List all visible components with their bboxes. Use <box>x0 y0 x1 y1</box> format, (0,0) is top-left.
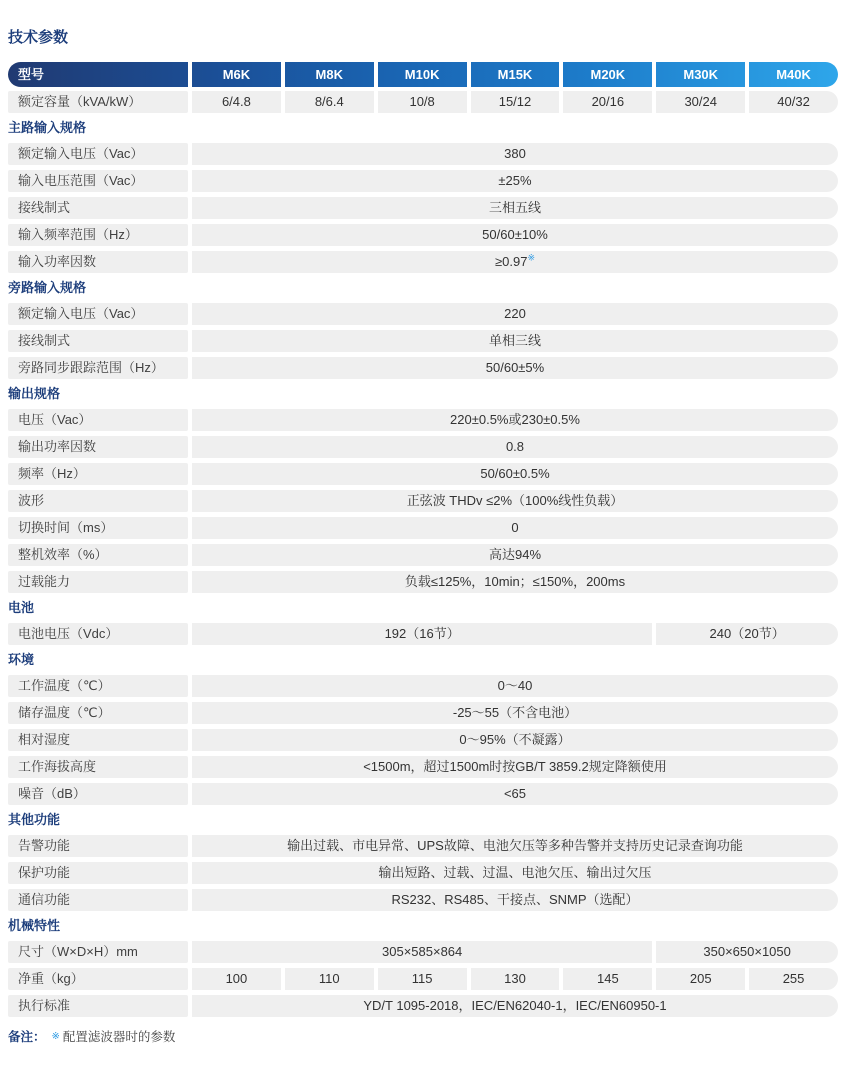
spec-row <box>8 889 838 911</box>
spec-row-label: 告警功能 <box>8 835 188 857</box>
spec-value-cell: 130 <box>467 968 560 990</box>
spec-value-cell: 0.8 <box>188 436 838 458</box>
spec-value-cell: 240（20节） <box>652 623 838 645</box>
spec-row <box>8 409 838 431</box>
spec-row-label: 旁路同步跟踪范围（Hz） <box>8 357 188 379</box>
spec-value-cell: 单相三线 <box>188 330 838 352</box>
table-header-row <box>8 62 838 87</box>
spec-value-cell: 输出过载、市电异常、UPS故障、电池欠压等多种告警并支持历史记录查询功能 <box>188 835 838 857</box>
spec-row <box>8 517 838 539</box>
spec-value-cell: 40/32 <box>745 91 838 113</box>
spec-row <box>8 251 838 273</box>
spec-value-cell: 50/60±5% <box>188 357 838 379</box>
spec-row <box>8 463 838 485</box>
spec-value-cell: -25～55（不含电池） <box>188 702 838 724</box>
section-title: 输出规格 <box>8 386 61 401</box>
spec-row-label: 波形 <box>8 490 188 512</box>
spec-value-cell: 220±0.5%或230±0.5% <box>188 409 838 431</box>
spec-value-cell: RS232、RS485、干接点、SNMP（选配） <box>188 889 838 911</box>
spec-value-cell: 20/16 <box>559 91 652 113</box>
spec-value-cell: 145 <box>559 968 652 990</box>
spec-value-cell: 输出短路、过载、过温、电池欠压、输出过欠压 <box>188 862 838 884</box>
spec-row <box>8 224 838 246</box>
spec-row-label: 噪音（dB） <box>8 783 188 805</box>
section-title: 其他功能 <box>8 812 61 827</box>
spec-row <box>8 143 838 165</box>
spec-value-cell: <1500m，超过1500m时按GB/T 3859.2规定降额使用 <box>188 756 838 778</box>
spec-value-cell: 110 <box>281 968 374 990</box>
spec-row <box>8 436 838 458</box>
section-title: 主路输入规格 <box>8 120 87 135</box>
spec-row <box>8 783 838 805</box>
spec-row-label: 相对湿度 <box>8 729 188 751</box>
spec-row-label: 储存温度（℃） <box>8 702 188 724</box>
spec-row <box>8 702 838 724</box>
spec-value-cell: 0～95%（不凝露） <box>188 729 838 751</box>
spec-row <box>8 170 838 192</box>
spec-row <box>8 968 838 990</box>
spec-row <box>8 941 838 963</box>
spec-row <box>8 91 838 113</box>
spec-value-cell: <65 <box>188 783 838 805</box>
spec-value-cell: 高达94% <box>188 544 838 566</box>
spec-value-cell: 0～40 <box>188 675 838 697</box>
spec-row-label: 额定输入电压（Vac） <box>8 143 188 165</box>
spec-value-cell: 50/60±0.5% <box>188 463 838 485</box>
spec-value-cell: 15/12 <box>467 91 560 113</box>
spec-row-label: 执行标准 <box>8 995 188 1017</box>
spec-value-cell: 8/6.4 <box>281 91 374 113</box>
spec-value-cell: 100 <box>188 968 281 990</box>
spec-value-cell: 50/60±10% <box>188 224 838 246</box>
spec-row-label: 过载能力 <box>8 571 188 593</box>
spec-row-label: 工作温度（℃） <box>8 675 188 697</box>
spec-row-label: 输入电压范围（Vac） <box>8 170 188 192</box>
spec-row-label: 输出功率因数 <box>8 436 188 458</box>
spec-value-cell: 正弦波 THDv ≤2%（100%线性负载） <box>188 490 838 512</box>
header-model-cell: M30K <box>652 62 745 87</box>
spec-value-cell: YD/T 1095-2018，IEC/EN62040-1，IEC/EN60950-1 <box>188 995 838 1017</box>
spec-value-cell: 115 <box>374 968 467 990</box>
spec-row-label: 净重（kg） <box>8 968 188 990</box>
spec-row-label: 电池电压（Vdc） <box>8 623 188 645</box>
spec-row <box>8 623 838 645</box>
spec-value-cell: 205 <box>652 968 745 990</box>
section-title: 机械特性 <box>8 918 61 933</box>
spec-value-cell: 255 <box>745 968 838 990</box>
spec-value-cell: 305×585×864 <box>188 941 652 963</box>
spec-value-cell: 220 <box>188 303 838 325</box>
value-marker-icon: ※ <box>527 252 535 263</box>
spec-row-label: 保护功能 <box>8 862 188 884</box>
spec-value-cell: ±25% <box>188 170 838 192</box>
spec-row <box>8 197 838 219</box>
section-title: 电池 <box>8 600 35 615</box>
spec-row <box>8 729 838 751</box>
spec-row <box>8 835 838 857</box>
spec-row <box>8 544 838 566</box>
header-model-cell: M20K <box>559 62 652 87</box>
spec-value-cell: ≥0.97※ <box>188 251 838 273</box>
spec-row <box>8 330 838 352</box>
spec-row-label: 整机效率（%） <box>8 544 188 566</box>
spec-row <box>8 303 838 325</box>
spec-row-label: 工作海拔高度 <box>8 756 188 778</box>
footnote-text: 配置滤波器时的参数 <box>62 1030 176 1044</box>
spec-value-cell: 10/8 <box>374 91 467 113</box>
spec-row-label: 输入频率范围（Hz） <box>8 224 188 246</box>
spec-row <box>8 995 838 1017</box>
table-body <box>8 91 838 1017</box>
spec-row-label: 接线制式 <box>8 330 188 352</box>
spec-row <box>8 675 838 697</box>
header-model-column-label: 型号 <box>18 67 45 82</box>
footnote <box>8 1029 838 1045</box>
spec-value-cell: 350×650×1050 <box>652 941 838 963</box>
spec-row-label: 通信功能 <box>8 889 188 911</box>
header-model-cell: M40K <box>745 62 838 87</box>
spec-row <box>8 756 838 778</box>
spec-value-cell: 30/24 <box>652 91 745 113</box>
spec-row-label: 接线制式 <box>8 197 188 219</box>
spec-value-cell: 三相五线 <box>188 197 838 219</box>
spec-row-label: 额定容量（kVA/kW） <box>8 91 188 113</box>
spec-row-label: 输入功率因数 <box>8 251 188 273</box>
spec-value-cell: 0 <box>188 517 838 539</box>
section-title: 旁路输入规格 <box>8 280 87 295</box>
spec-value-cell: 6/4.8 <box>188 91 281 113</box>
spec-row <box>8 357 838 379</box>
footnote-marker-icon: ※ <box>51 1031 60 1042</box>
spec-row-label: 电压（Vac） <box>8 409 188 431</box>
footnote-label: 备注： <box>8 1030 46 1044</box>
spec-row <box>8 862 838 884</box>
spec-value-cell: 380 <box>188 143 838 165</box>
section-title: 环境 <box>8 652 35 667</box>
page-title: 技术参数 <box>8 29 69 46</box>
spec-row-label: 尺寸（W×D×H）mm <box>8 941 188 963</box>
spec-row-label: 切换时间（ms） <box>8 517 188 539</box>
header-model-cell: M6K <box>188 62 281 87</box>
spec-row <box>8 490 838 512</box>
spec-row-label: 额定输入电压（Vac） <box>8 303 188 325</box>
spec-value-cell: 192（16节） <box>188 623 652 645</box>
spec-value-cell: 负载≤125%，10min；≤150%，200ms <box>188 571 838 593</box>
header-model-cell: M15K <box>467 62 560 87</box>
header-model-cell: M10K <box>374 62 467 87</box>
spec-row-label: 频率（Hz） <box>8 463 188 485</box>
spec-row <box>8 571 838 593</box>
header-model-cell: M8K <box>281 62 374 87</box>
